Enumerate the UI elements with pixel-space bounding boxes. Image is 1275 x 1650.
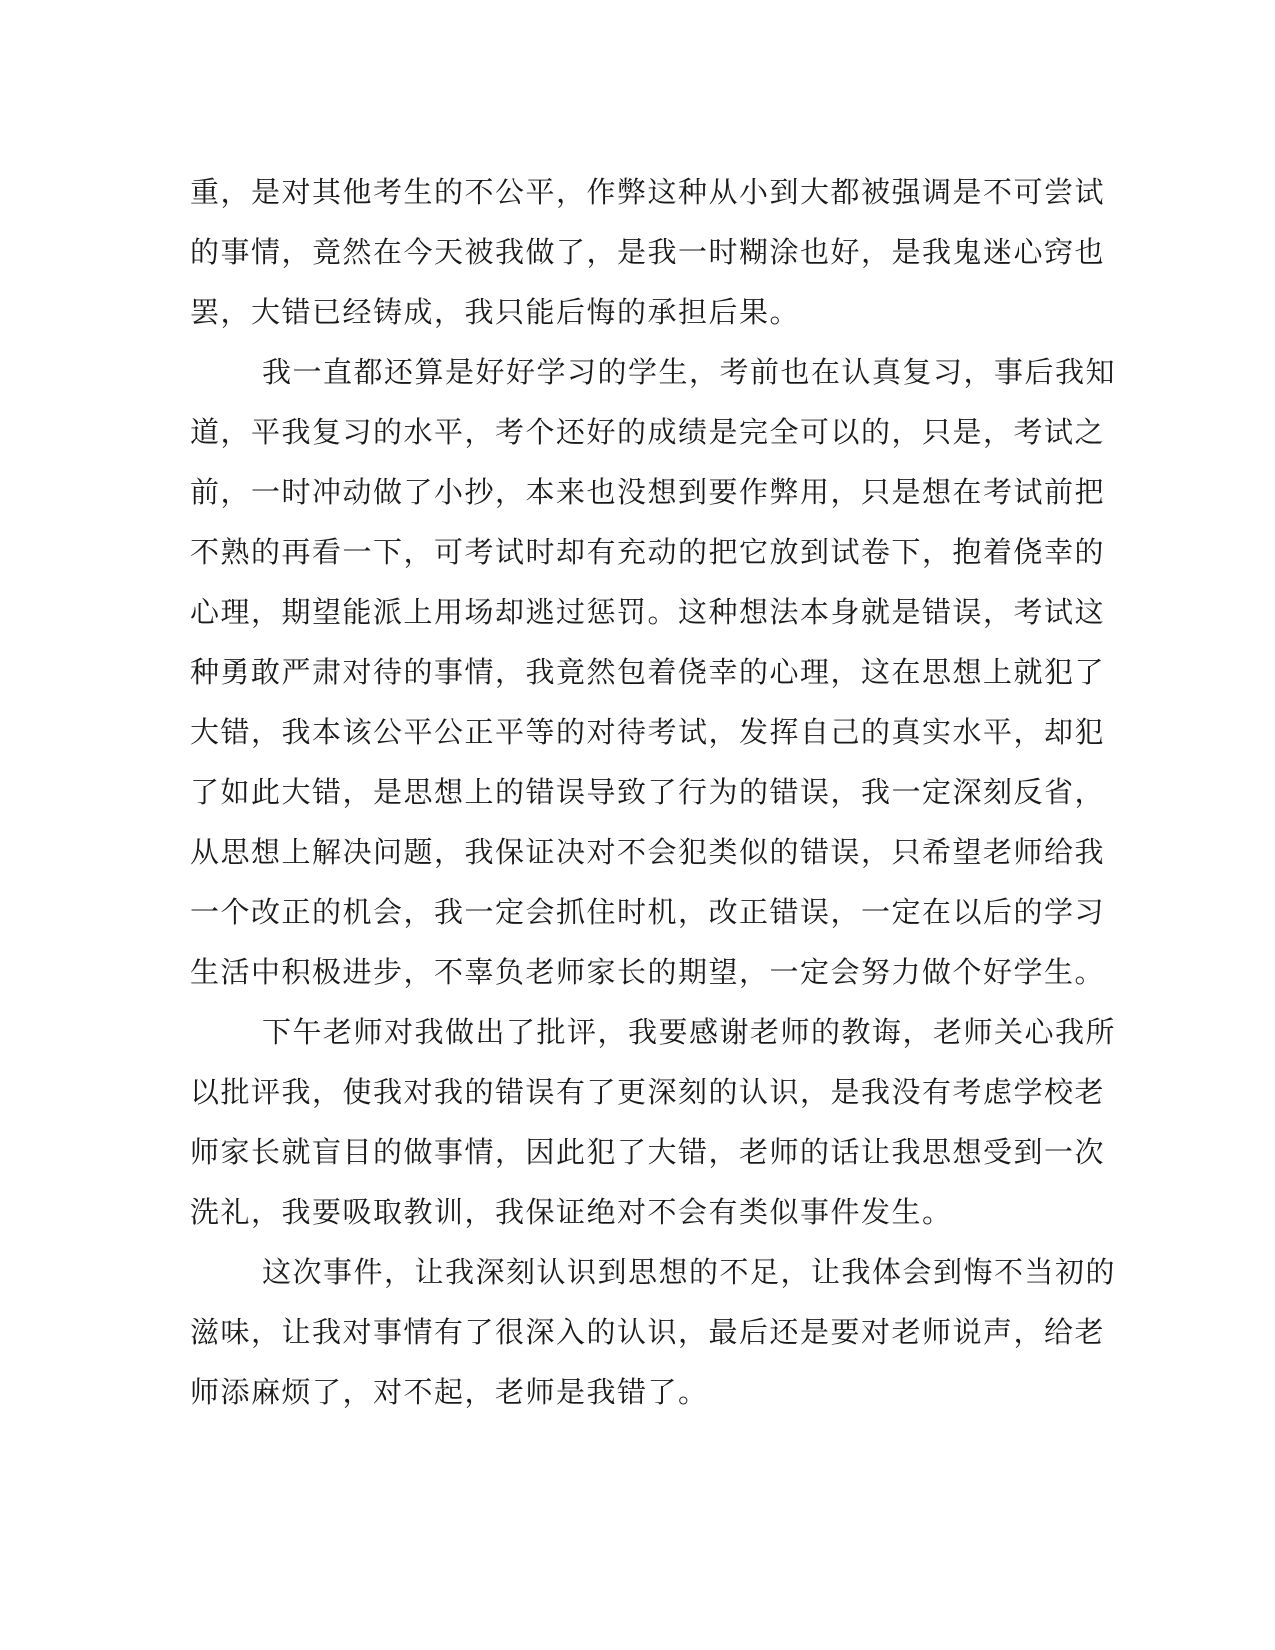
text-line: 滋味，让我对事情有了很深入的认识，最后还是要对老师说声，给老 bbox=[190, 1315, 1106, 1349]
text-line: 生活中积极进步，不辜负老师家长的期望，一定会努力做个好学生。 bbox=[190, 955, 1106, 989]
document-body bbox=[190, 162, 1117, 1422]
text-line: 这次事件，让我深刻认识到思想的不足，让我体会到悔不当初的 bbox=[262, 1255, 1117, 1289]
text-line: 我一直都还算是好好学习的学生，考前也在认真复习，事后我知 bbox=[262, 355, 1117, 389]
text-line: 下午老师对我做出了批评，我要感谢老师的教诲，老师关心我所 bbox=[262, 1015, 1117, 1049]
text-line: 重，是对其他考生的不公平，作弊这种从小到大都被强调是不可尝试 bbox=[190, 175, 1106, 209]
text-line: 一个改正的机会，我一定会抓住时机，改正错误，一定在以后的学习 bbox=[190, 895, 1106, 929]
text-line: 心理，期望能派上用场却逃过惩罚。这种想法本身就是错误，考试这 bbox=[190, 595, 1106, 629]
paragraph-4 bbox=[190, 1242, 1117, 1422]
text-line: 大错，我本该公平公正平等的对待考试，发挥自己的真实水平，却犯 bbox=[190, 715, 1106, 749]
text-line: 前，一时冲动做了小抄，本来也没想到要作弊用，只是想在考试前把 bbox=[190, 475, 1106, 509]
paragraph-3 bbox=[190, 1002, 1117, 1242]
text-line: 道，平我复习的水平，考个还好的成绩是完全可以的，只是，考试之 bbox=[190, 415, 1106, 449]
text-line: 从思想上解决问题，我保证决对不会犯类似的错误，只希望老师给我 bbox=[190, 835, 1106, 869]
text-line: 师家长就盲目的做事情，因此犯了大错，老师的话让我思想受到一次 bbox=[190, 1135, 1106, 1169]
text-line: 洗礼，我要吸取教训，我保证绝对不会有类似事件发生。 bbox=[190, 1195, 953, 1229]
text-line: 师添麻烦了，对不起，老师是我错了。 bbox=[190, 1375, 709, 1409]
text-line: 的事情，竟然在今天被我做了，是我一时糊涂也好，是我鬼迷心窍也 bbox=[190, 235, 1106, 269]
text-line: 不熟的再看一下，可考试时却有充动的把它放到试卷下，抱着侥幸的 bbox=[190, 535, 1106, 569]
text-line: 种勇敢严肃对待的事情，我竟然包着侥幸的心理，这在思想上就犯了 bbox=[190, 655, 1106, 689]
paragraph-2 bbox=[190, 342, 1117, 1002]
text-line: 罢，大错已经铸成，我只能后悔的承担后果。 bbox=[190, 295, 801, 329]
text-line: 了如此大错，是思想上的错误导致了行为的错误，我一定深刻反省， bbox=[190, 775, 1106, 809]
text-line: 以批评我，使我对我的错误有了更深刻的认识，是我没有考虑学校老 bbox=[190, 1075, 1106, 1109]
paragraph-1 bbox=[190, 162, 1106, 342]
